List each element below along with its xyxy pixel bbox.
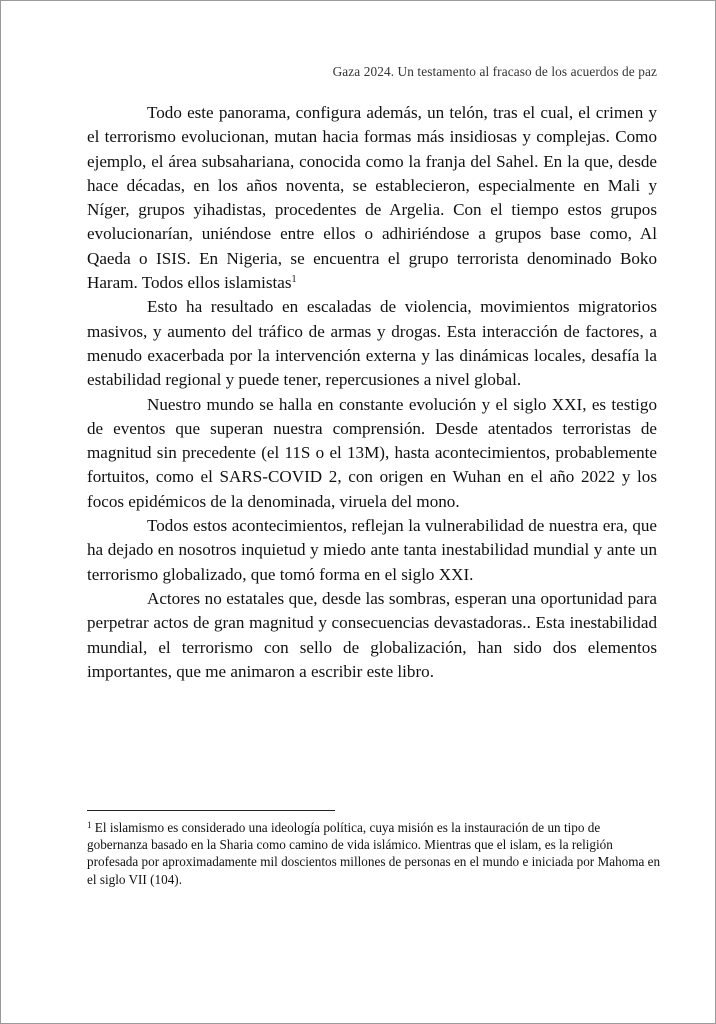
paragraph-text: Nuestro mundo se halla en constante evolución y el siglo XXI, es testigo de eventos que superan nuestra comprensión. Desde atentados terroristas de magnitud sin precedente (el 11S o el 13M), hasta acontecimientos, probablemente fortuitos, como el SARS-COVID 2, con origen en Wuhan en el año 2022 y los focos epidémicos de la denominada, viruela del mono. xyxy=(87,394,657,511)
footnote-separator xyxy=(87,810,335,811)
footnote-reference[interactable]: 1 xyxy=(291,274,297,286)
paragraph-text: Todos estos acontecimientos, reflejan la vulnerabilidad de nuestra era, que ha dejado en nosotros inquietud y miedo ante tanta inestabilidad mundial y ante un terrorismo globalizado, que tomó forma en el siglo XXI. xyxy=(87,516,657,584)
paragraph xyxy=(87,295,657,392)
footnote-mark: 1 xyxy=(87,820,92,830)
paragraph-text: Esto ha resultado en escaladas de violencia, movimientos migratorios masivos, y aumento del tráfico de armas y drogas. Esta interacción de factores, a menudo exacerbada por la intervención externa y las dinámicas locales, desafía la estabilidad regional y puede tener, repercusiones a nivel global. xyxy=(87,297,657,390)
paragraph xyxy=(87,587,657,684)
body-text xyxy=(87,101,657,684)
paragraph xyxy=(87,514,657,587)
paragraph xyxy=(87,101,657,295)
paragraph-text: Actores no estatales que, desde las sombras, esperan una oportunidad para perpetrar actos de gran magnitud y consecuencias devastadoras.. Esta inestabilidad mundial, el terrorismo con sello de globalización, han sido dos elementos importantes, que me animaron a escribir este libro. xyxy=(87,588,657,681)
paragraph-text: Todo este panorama, configura además, un telón, tras el cual, el crimen y el terrorismo evolucionan, mutan hacia formas más insidiosas y complejas. Como ejemplo, el área subsahariana, conocida como la franja del Sahel. En la que, desde hace décadas, en los años noventa, se establecieron, especialmente en Mali y Níger, grupos yihadistas, procedentes de Argelia. Con el tiempo estos grupos evolucionarían, uniéndose entre ellos o adhiriéndose a grupos base como, Al Qaeda o ISIS. En Nigeria, se encuentra el grupo terrorista denominado Boko Haram. Todos ellos islamistas xyxy=(87,103,657,293)
footnote-text: El islamismo es considerado una ideología política, cuya misión es la instauración de un tipo de gobernanza basado en la Sharia como camino de vida islámico. Mientras que el islam, es la religión profesada por aproximadamente mil doscientos millones de personas en el mundo e iniciada por Mahoma en el siglo VII (104). xyxy=(87,820,661,887)
footnote xyxy=(87,819,661,888)
paragraph xyxy=(87,393,657,514)
running-header: Gaza 2024. Un testamento al fracaso de los acuerdos de paz xyxy=(332,64,657,79)
